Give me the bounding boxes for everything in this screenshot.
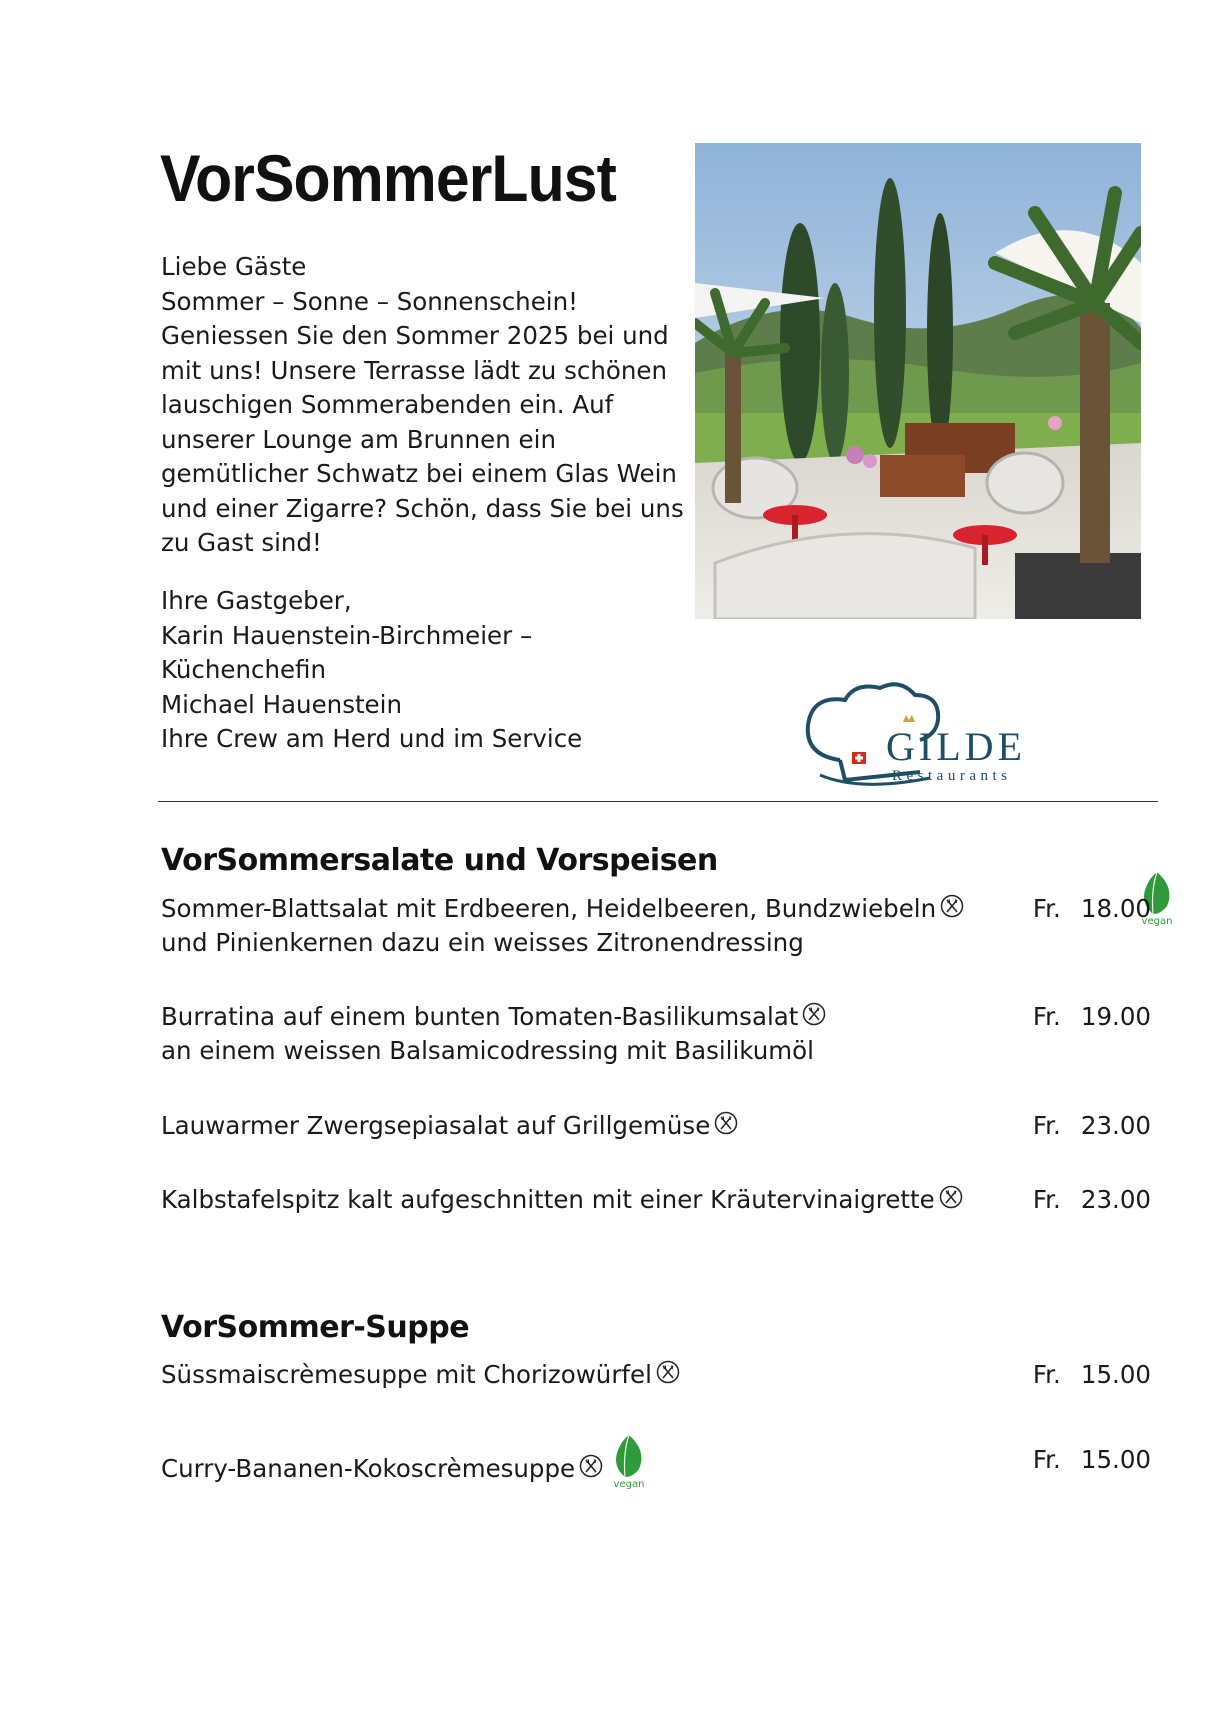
logo-tagline: Restaurants [892, 768, 1012, 784]
intro-line: Geniessen Sie den Sommer 2025 bei und [161, 321, 669, 350]
allergen-free-icon [714, 1111, 738, 1135]
dish-name: Süssmaiscrèmesuppe mit Chorizowürfel [161, 1360, 652, 1389]
intro-line: Liebe Gäste [161, 252, 307, 281]
section-divider [158, 801, 1158, 802]
gilde-logo [800, 680, 1060, 795]
intro-line: zu Gast sind! [161, 528, 322, 557]
intro-line: Sommer – Sonne – Sonnenschein! [161, 286, 578, 316]
dish-price: Fr. 19.00 [1032, 1002, 1151, 1031]
signature-line: Ihre Gastgeber, [161, 586, 352, 615]
menu-item [161, 1358, 1151, 1392]
dish-price: Fr. 18.00 [1032, 894, 1151, 923]
menu-item [161, 892, 1173, 960]
allergen-free-icon [940, 894, 964, 918]
dish-price: Fr. 23.00 [1032, 1111, 1151, 1140]
dish-price: Fr. 15.00 [1032, 1360, 1151, 1389]
vegan-icon [609, 1433, 649, 1491]
menu-item [161, 1109, 1151, 1143]
intro-line: gemütlicher Schwatz bei einem Glas Wein [161, 459, 677, 488]
intro-line: unserer Lounge am Brunnen ein [161, 424, 556, 454]
terrace-photo [695, 143, 1141, 619]
intro-line: lauschigen Sommerabenden ein. Auf [161, 390, 614, 419]
svg-text:vegan: vegan [613, 1479, 645, 1490]
dish-name: Burratina auf einem bunten Tomaten-Basilikumsalat [161, 1002, 799, 1031]
allergen-free-icon [939, 1185, 963, 1209]
svg-text:vegan: vegan [1141, 916, 1173, 927]
signature-line: Ihre Crew am Herd und im Service [161, 724, 583, 753]
menu-item [161, 1433, 1151, 1491]
intro-line: und einer Zigarre? Schön, dass Sie bei uns [161, 493, 684, 523]
hosts-signature [161, 584, 582, 757]
allergen-free-icon [802, 1002, 826, 1026]
logo-name: GILDE [886, 724, 1026, 769]
menu-item [161, 1000, 1151, 1068]
page-title: VorSommerLust [160, 141, 616, 215]
dish-price: Fr. 15.00 [1032, 1445, 1151, 1474]
signature-line: Küchenchefin [161, 655, 327, 684]
signature-line: Michael Hauenstein [161, 689, 402, 719]
dish-name: Sommer-Blattsalat mit Erdbeeren, Heidelbeeren, Bundzwiebeln [161, 894, 937, 923]
section-title-soup: VorSommer-Suppe [161, 1310, 470, 1345]
welcome-text [161, 250, 684, 561]
allergen-free-icon [656, 1360, 680, 1384]
dish-name: Lauwarmer Zwergsepiasalat auf Grillgemüse [161, 1111, 711, 1140]
allergen-free-icon [579, 1454, 603, 1478]
signature-line: Karin Hauenstein-Birchmeier – [161, 620, 533, 650]
dish-name: Kalbstafelspitz kalt aufgeschnitten mit einer Kräutervinaigrette [161, 1185, 935, 1214]
menu-item [161, 1183, 1151, 1217]
intro-line: mit uns! Unsere Terrasse lädt zu schönen [161, 355, 668, 385]
dish-description: und Pinienkernen dazu ein weisses Zitronendressing [161, 928, 804, 957]
section-title-salads: VorSommersalate und Vorspeisen [161, 843, 718, 878]
dish-description: an einem weissen Balsamicodressing mit Basilikumöl [161, 1036, 814, 1065]
dish-price: Fr. 23.00 [1032, 1185, 1151, 1214]
dish-name: Curry-Bananen-Kokoscrèmesuppe [161, 1454, 576, 1483]
